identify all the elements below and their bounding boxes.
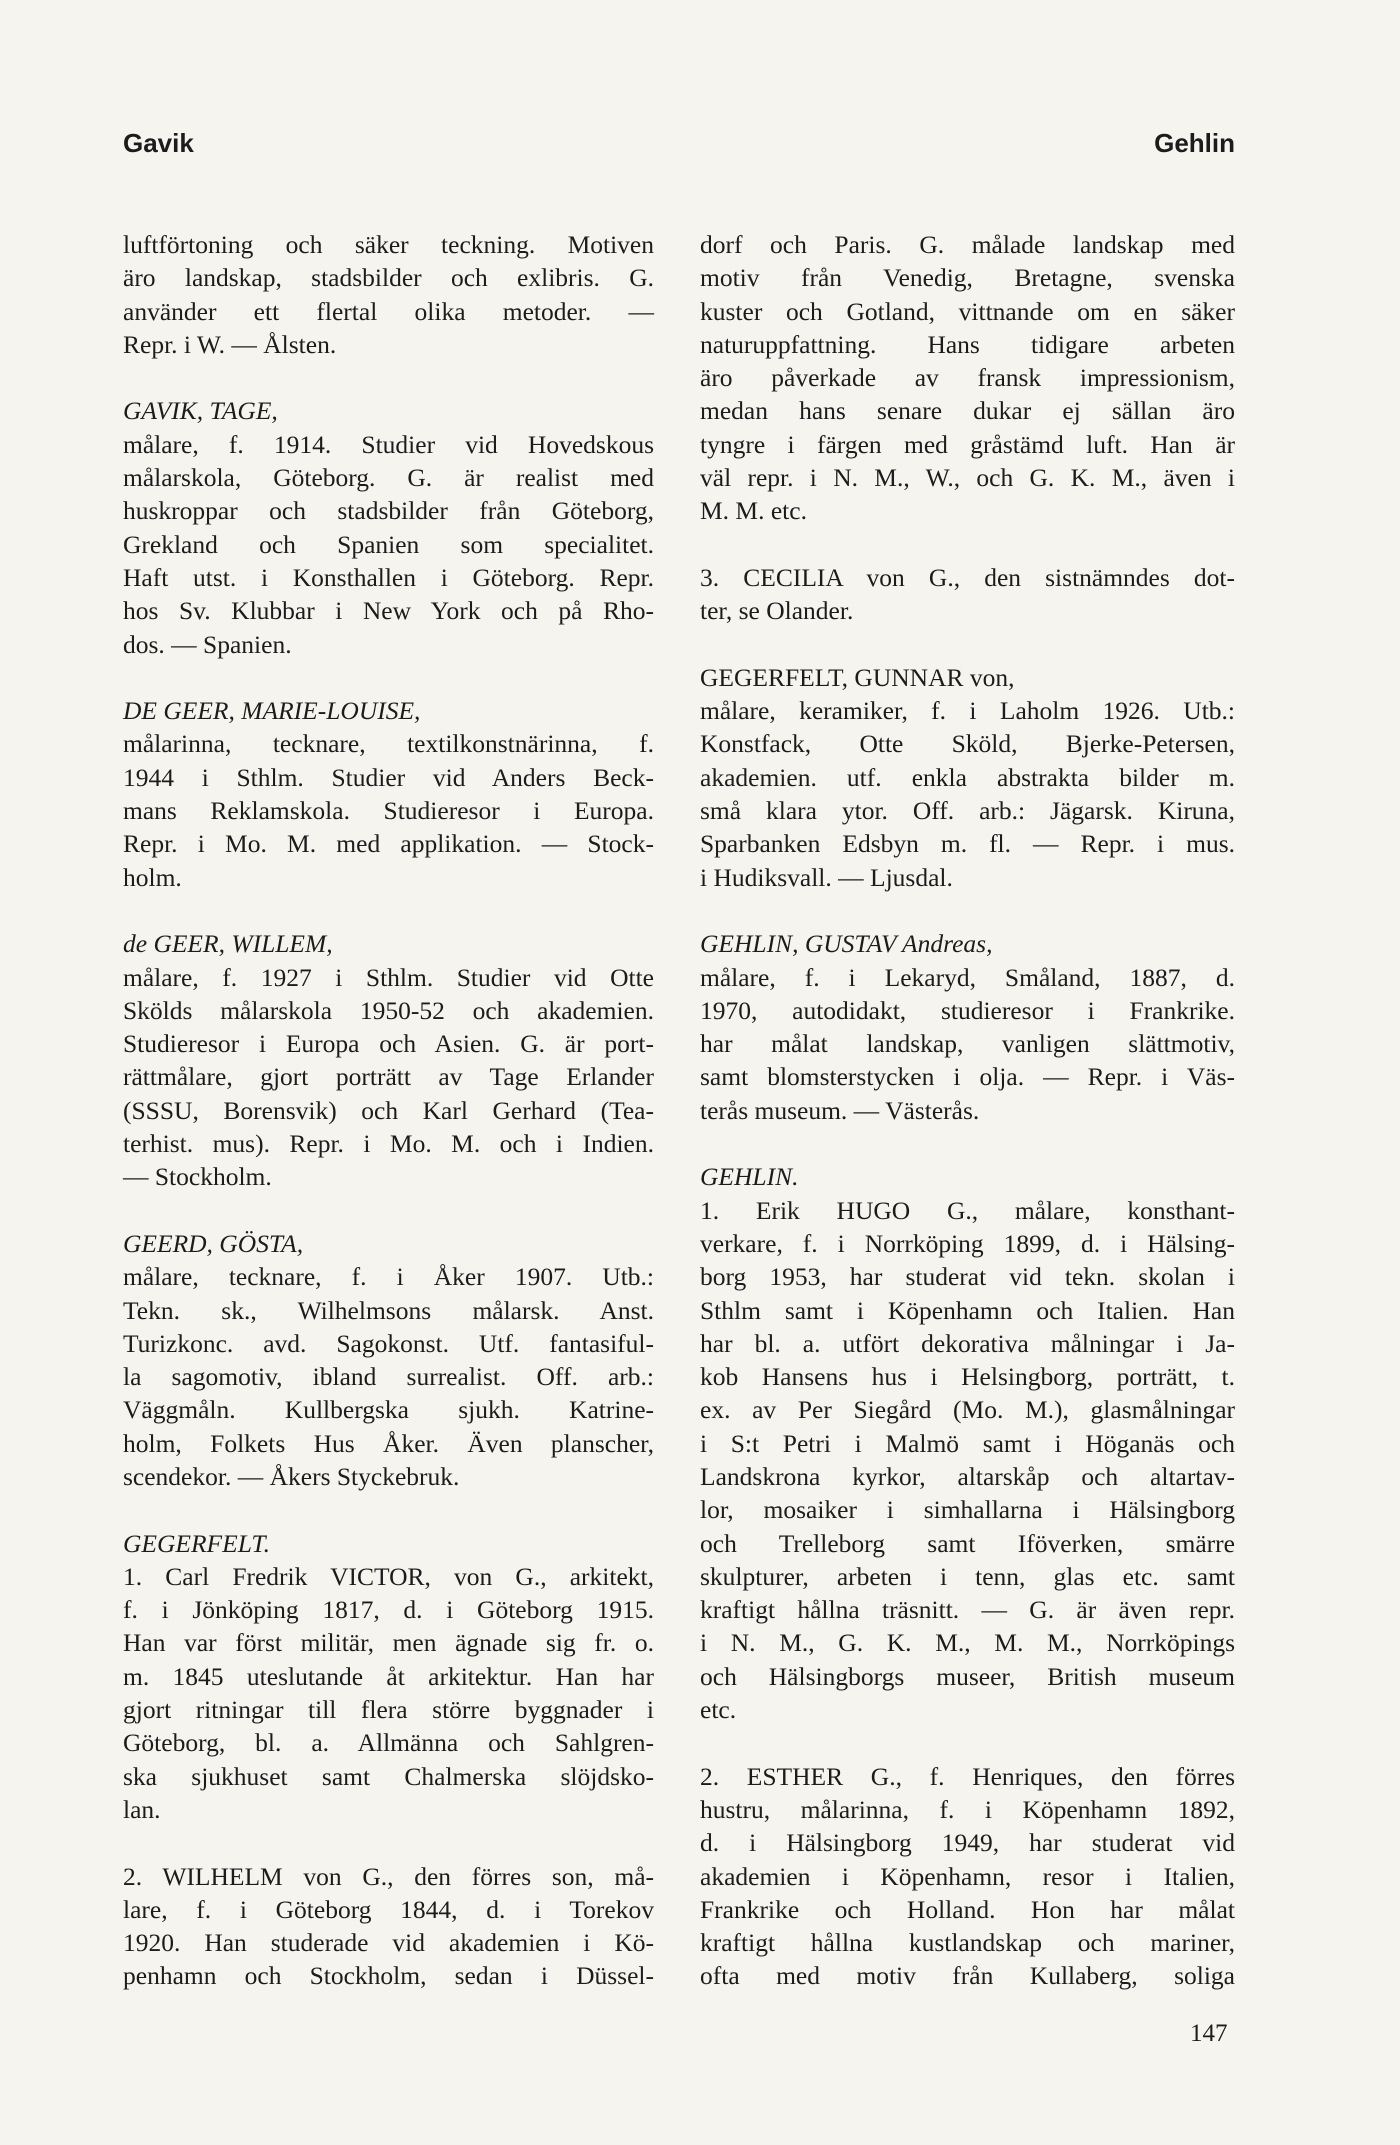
entry-text-line: 2. ESTHER G., f. Henriques, den förres (700, 1761, 1235, 1791)
entry-text-line: Turizkonc. avd. Sagokonst. Utf. fantasiful- (123, 1328, 654, 1358)
entry-text-line: målare, f. 1927 i Sthlm. Studier vid Otte (123, 962, 654, 992)
entry-text-line: 2. WILHELM von G., den förres son, må- (123, 1861, 654, 1891)
entry-text-line: M. M. etc. (700, 496, 807, 526)
entry-text-line: Haft utst. i Konsthallen i Göteborg. Repr. (123, 562, 654, 592)
entry-text-line: Tekn. sk., Wilhelmsons målarsk. Anst. (123, 1295, 654, 1325)
entry-text-line: 3. CECILIA von G., den sistnämndes dot- (700, 562, 1235, 592)
entry-text-line: 1920. Han studerade vid akademien i Kö- (123, 1928, 654, 1958)
running-header (123, 128, 1235, 168)
entry-text-line: äro påverkade av fransk impressionism, (700, 363, 1235, 393)
entry-text-line: dorf och Paris. G. målade landskap med (700, 230, 1235, 259)
entry-text-line: penhamn och Stockholm, sedan i Düssel- (123, 1961, 654, 1991)
right-column (700, 228, 1235, 1993)
entry-text-line: kraftigt hållna kustlandskap och mariner, (700, 1928, 1235, 1958)
dictionary-entry (700, 927, 1235, 1127)
entry-text-line: ter, se Olander. (700, 596, 854, 626)
entry-text-line: Studieresor i Europa och Asien. G. är port- (123, 1029, 654, 1059)
entry-text-line: ska sjukhuset samt Chalmerska slöjdsko- (123, 1761, 654, 1791)
entry-text-line: målare, f. i Lekaryd, Småland, 1887, d. (700, 962, 1235, 992)
entry-text-line: väl repr. i N. M., W., och G. K. M., även i (700, 463, 1235, 493)
entry-text-line: 1944 i Sthlm. Studier vid Anders Beck- (123, 762, 654, 792)
entry-text-line: Sthlm samt i Köpenhamn och Italien. Han (700, 1295, 1235, 1325)
entry-text-line: huskroppar och stadsbilder från Göteborg, (123, 496, 654, 526)
entry-text-line: GEGERFELT, GUNNAR von, (700, 662, 1015, 692)
entry-text-line: har bl. a. utfört dekorativa målningar i Ja- (700, 1328, 1235, 1358)
entry-heading: de GEER, WILLEM, (123, 929, 333, 959)
entry-text-line: naturuppfattning. Hans tidigare arbeten (700, 329, 1235, 359)
entry-text-line: Grekland och Spanien som specialitet. (123, 529, 654, 559)
entry-text-line: målare, f. 1914. Studier vid Hovedskous (123, 429, 654, 459)
left-column (123, 228, 654, 1993)
dictionary-entry (123, 1860, 654, 1993)
entry-text-line: la sagomotiv, ibland surrealist. Off. arb.: (123, 1362, 654, 1392)
entry-text-line: m. 1845 uteslutande åt arkitektur. Han har (123, 1661, 654, 1691)
dictionary-entry (700, 661, 1235, 894)
entry-text-line: holm, Folkets Hus Åker. Även planscher, (123, 1428, 654, 1458)
entry-text-line: skulpturer, arbeten i tenn, glas etc. samt (700, 1561, 1235, 1591)
entry-text-line: Väggmåln. Kullbergska sjukh. Katrine- (123, 1395, 654, 1425)
entry-heading: GAVIK, TAGE, (123, 396, 278, 426)
entry-text-line: målare, tecknare, f. i Åker 1907. Utb.: (123, 1262, 654, 1292)
entry-text-line: samt blomsterstycken i olja. — Repr. i Väs- (700, 1062, 1235, 1092)
entry-text-line: akademien. utf. enkla abstrakta bilder m. (700, 762, 1235, 792)
dictionary-entry (700, 1760, 1235, 1993)
entry-text-line: etc. (700, 1695, 737, 1725)
dictionary-entry (123, 394, 654, 660)
entry-text-line: verkare, f. i Norrköping 1899, d. i Hälsing- (700, 1228, 1235, 1258)
entry-text-line: och Trelleborg samt Iföverken, smärre (700, 1528, 1235, 1558)
entry-text-line: hustru, målarinna, f. i Köpenhamn 1892, (700, 1794, 1235, 1824)
entry-text-line: lare, f. i Göteborg 1844, d. i Torekov (123, 1894, 654, 1924)
entry-text-line: gjort ritningar till flera större byggnader i (123, 1695, 654, 1725)
entry-text-line: medan hans senare dukar ej sällan äro (700, 396, 1235, 426)
entry-text-line: målare, keramiker, f. i Laholm 1926. Utb.: (700, 696, 1235, 726)
entry-text-line: äro landskap, stadsbilder och exlibris. G. (123, 263, 654, 293)
entry-text-line: 1. Carl Fredrik VICTOR, von G., arkitekt, (123, 1561, 654, 1591)
entry-text-line: holm. (123, 862, 182, 892)
entry-text-line: hos Sv. Klubbar i New York och på Rho- (123, 596, 654, 626)
header-left-guide-word: Gavik (123, 128, 194, 158)
entry-text-line: dos. — Spanien. (123, 629, 292, 659)
dictionary-entry (700, 561, 1235, 628)
entry-text-line: ofta med motiv från Kullaberg, soliga (700, 1961, 1235, 1991)
entry-text-line: 1. Erik HUGO G., målare, konsthant- (700, 1195, 1235, 1225)
entry-heading: GEHLIN, GUSTAV Andreas, (700, 929, 993, 959)
entry-heading: GEERD, GÖSTA, (123, 1228, 304, 1258)
entry-heading: GEHLIN. (700, 1162, 799, 1192)
entry-text-line: mans Reklamskola. Studieresor i Europa. (123, 796, 654, 826)
entry-heading: GEGERFELT. (123, 1528, 271, 1558)
entry-text-line: använder ett flertal olika metoder. — (123, 296, 654, 326)
entry-text-line: Frankrike och Holland. Hon har målat (700, 1894, 1235, 1924)
dictionary-entry (123, 694, 654, 894)
entry-text-line: lan. (123, 1794, 161, 1824)
entry-text-line: luftförtoning och säker teckning. Motiven (123, 230, 654, 259)
entry-text-line: terhist. mus). Repr. i Mo. M. och i Indien. (123, 1129, 654, 1159)
entry-text-line: och Hälsingborgs museer, British museum (700, 1661, 1235, 1691)
entry-text-line: målarskola, Göteborg. G. är realist med (123, 463, 654, 493)
dictionary-entry (123, 228, 654, 361)
entry-text-line: — Stockholm. (123, 1162, 272, 1192)
entry-text-line: i N. M., G. K. M., M. M., Norrköpings (700, 1628, 1235, 1658)
entry-text-line: terås museum. — Västerås. (700, 1095, 980, 1125)
page-number: 147 (1190, 2020, 1228, 2047)
entry-text-line: tyngre i färgen med gråstämd luft. Han är (700, 429, 1235, 459)
entry-text-line: har målat landskap, vanligen slättmotiv, (700, 1029, 1235, 1059)
header-right-guide-word: Gehlin (1154, 128, 1235, 158)
entry-text-line: Sparbanken Edsbyn m. fl. — Repr. i mus. (700, 829, 1235, 859)
entry-text-line: lor, mosaiker i simhallarna i Hälsingborg (700, 1495, 1235, 1525)
entry-text-line: rättmålare, gjort porträtt av Tage Erlander (123, 1062, 654, 1092)
entry-text-line: akademien i Köpenhamn, resor i Italien, (700, 1861, 1235, 1891)
entry-text-line: i S:t Petri i Malmö samt i Höganäs och (700, 1428, 1235, 1458)
entry-text-line: d. i Hälsingborg 1949, har studerat vid (700, 1828, 1235, 1858)
entry-text-line: Konstfack, Otte Sköld, Bjerke-Petersen, (700, 729, 1235, 759)
entry-text-line: små klara ytor. Off. arb.: Jägarsk. Kiruna, (700, 796, 1235, 826)
entry-text-line: Han var först militär, men ägnade sig fr. o. (123, 1628, 654, 1658)
dictionary-entry (123, 1527, 654, 1827)
entry-text-line: Repr. i W. — Ålsten. (123, 329, 337, 359)
entry-text-line: kob Hansens hus i Helsingborg, porträtt, t. (700, 1362, 1235, 1392)
entry-text-line: borg 1953, har studerat vid tekn. skolan i (700, 1262, 1235, 1292)
entry-text-line: ex. av Per Siegård (Mo. M.), glasmålningar (700, 1395, 1235, 1425)
entry-text-line: motiv från Venedig, Bretagne, svenska (700, 263, 1235, 293)
dictionary-entry (123, 1227, 654, 1493)
entry-text-line: 1970, autodidakt, studieresor i Frankrike. (700, 995, 1235, 1025)
entry-text-line: kraftigt hållna träsnitt. — G. är även repr. (700, 1595, 1235, 1625)
dictionary-entry (700, 1160, 1235, 1726)
entry-text-line: målarinna, tecknare, textilkonstnärinna, f. (123, 729, 654, 759)
entry-text-line: Skölds målarskola 1950-52 och akademien. (123, 995, 654, 1025)
entry-text-line: kuster och Gotland, vittnande om en säker (700, 296, 1235, 326)
entry-text-line: (SSSU, Borensvik) och Karl Gerhard (Tea- (123, 1095, 654, 1125)
dictionary-entry (123, 927, 654, 1193)
entry-text-line: scendekor. — Åkers Styckebruk. (123, 1461, 460, 1491)
entry-text-line: f. i Jönköping 1817, d. i Göteborg 1915. (123, 1595, 654, 1625)
dictionary-entry (700, 228, 1235, 528)
entry-heading: DE GEER, MARIE-LOUISE, (123, 696, 421, 726)
entry-text-line: i Hudiksvall. — Ljusdal. (700, 862, 953, 892)
entry-text-line: Repr. i Mo. M. med applikation. — Stock- (123, 829, 654, 859)
entry-text-line: Göteborg, bl. a. Allmänna och Sahlgren- (123, 1728, 654, 1758)
entry-text-line: Landskrona kyrkor, altarskåp och altartav- (700, 1461, 1235, 1491)
